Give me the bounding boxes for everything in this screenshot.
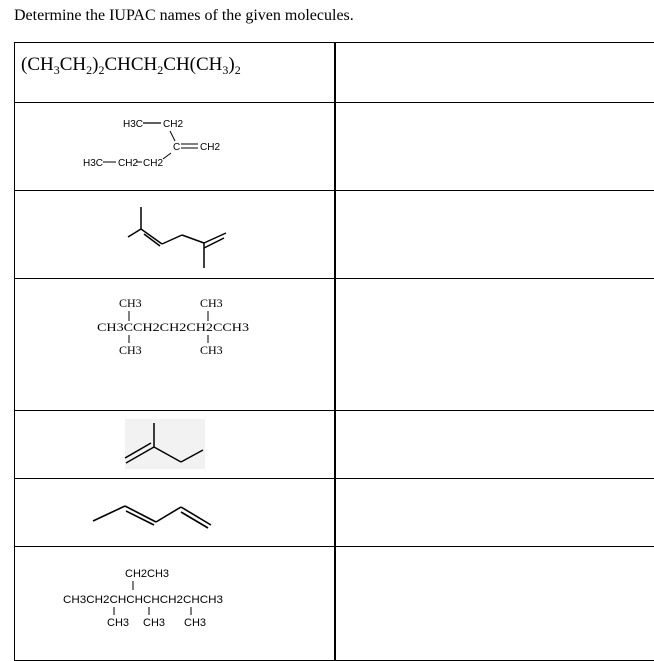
question-prompt: Determine the IUPAC names of the given molecules. [14,7,354,24]
molecule-structure-5 [15,411,333,479]
ch3-label: CH3 [184,617,207,629]
molecule-structure-7 [15,547,333,661]
ch3-label: CH3 [119,296,142,310]
ethyl-branch-label: CH2CH3 [125,568,170,580]
condensed-formula: $(CH_3CH_2)_2CHCH_2CH(CH_3)_2$ [21,54,241,77]
h3c-label: H3C [83,158,104,169]
answer-cell[interactable] [336,547,654,660]
table-row [15,479,654,547]
molecule-structure-3 [15,191,333,279]
molecule-structure-4 [15,279,333,411]
ch2-label: CH2 [163,119,184,130]
ch3-label: CH3 [200,343,223,357]
answer-cell[interactable] [336,279,654,410]
h3c-label: H3C [123,119,144,130]
ch3-label: CH3 [119,343,142,357]
ch3-label: CH3 [107,617,130,629]
table-row [15,411,654,479]
vinyl-ch2-label: CH2 [200,142,221,153]
answer-cell[interactable] [336,411,654,478]
ch3-label: CH3 [143,617,166,629]
main-chain-label: CH3CCH2CH2CH2CCH3 [97,320,249,334]
table-row [15,547,654,661]
ch2-label: CH2 [143,158,164,169]
answer-cell[interactable] [336,103,654,190]
table-row [15,103,654,191]
table-row [15,43,654,103]
ch2-label: CH2 [118,158,139,169]
molecule-structure-6 [15,479,333,547]
table-row [15,191,654,279]
carbon-label: C [173,142,181,153]
ch3-label: CH3 [200,296,223,310]
answer-cell[interactable] [336,191,654,278]
answer-cell[interactable] [336,479,654,546]
molecule-table [14,42,654,661]
main-chain-label: CH3CH2CHCHCHCH2CHCH3 [63,594,223,606]
table-row [15,279,654,411]
answer-cell[interactable] [336,43,654,102]
structure-image-background [125,419,205,469]
molecule-structure-2 [15,103,333,191]
